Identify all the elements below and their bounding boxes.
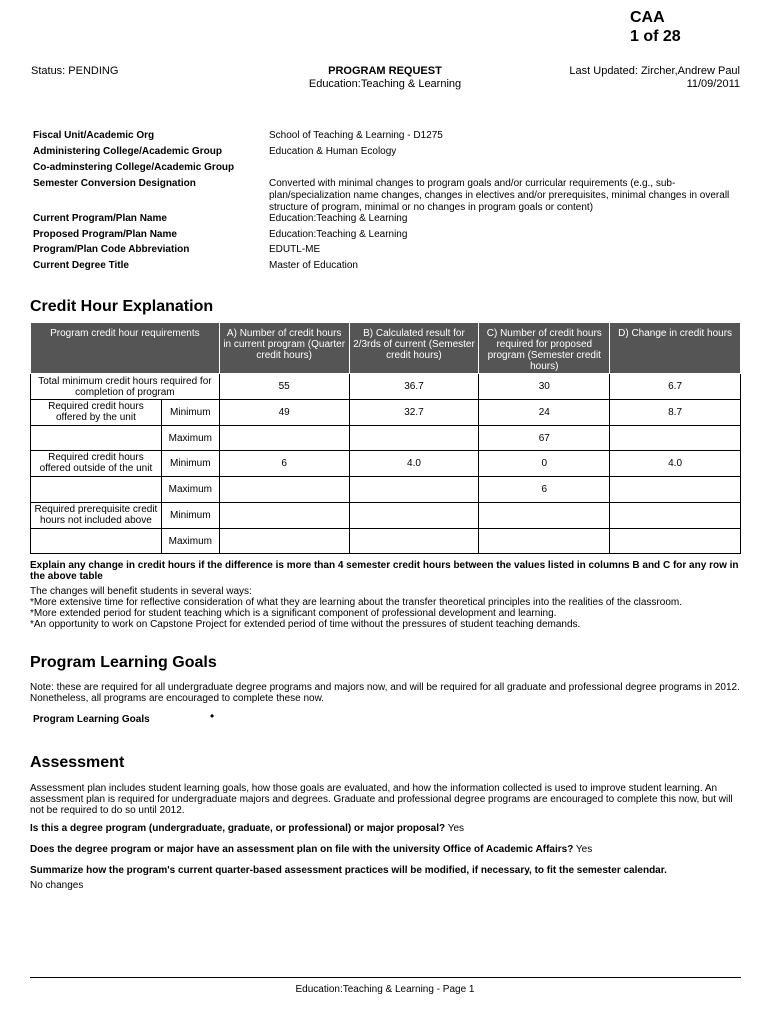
assessment-a1: Yes [447, 823, 465, 834]
row-label-prereq: Required prerequisite credit hours not included above [31, 503, 162, 529]
footer-text: Education:Teaching & Learning - Page 1 [295, 984, 475, 995]
info-value-admin-college: Education & Human Ecology [269, 146, 397, 157]
cell-total-a: 55 [219, 374, 349, 400]
cell-outside-min-label: Minimum [161, 451, 219, 477]
header-col-b: B) Calculated result for 2/3rds of current (Semester credit hours) [349, 323, 479, 374]
row-label-unit: Required credit hours offered by the unit [31, 400, 162, 426]
cell-prereq-min-a [219, 503, 349, 529]
assessment-a2: Yes [575, 844, 593, 855]
page-title: PROGRAM REQUEST [328, 65, 442, 77]
assessment-intro: Assessment plan includes student learning goals, how those goals are evaluated, and how the information collected is used to improve student learning. An assessment plan is required for undergraduate majors and degrees. Graduate and professional degree programs are encouraged to complete this now, but will not be required to do so until 2012. [30, 783, 733, 816]
goals-bullet: • [210, 709, 215, 723]
info-value-current-plan: Education:Teaching & Learning [269, 213, 408, 224]
cell-unit-max-a [219, 426, 349, 451]
info-value-fiscal-unit: School of Teaching & Learning - D1275 [269, 130, 443, 141]
page-count: 1 of 28 [630, 28, 681, 45]
goals-section-title: Program Learning Goals [30, 654, 217, 671]
cell-outside-max-b [349, 477, 479, 503]
cell-prereq-min-c [479, 503, 610, 529]
status-text: Status: PENDING [31, 65, 119, 77]
cell-prereq-max-label: Maximum [161, 529, 219, 554]
goals-label: Program Learning Goals [33, 714, 150, 725]
cell-outside-min-b: 4.0 [349, 451, 479, 477]
cell-total-c: 30 [479, 374, 610, 400]
cell-unit-max-label: Maximum [161, 426, 219, 451]
cell-prereq-max-d [610, 529, 741, 554]
table-row [31, 529, 741, 554]
explain-question: Explain any change in credit hours if the difference is more than 4 semester credit hours between the values listed in columns B and C for any row in the above table [30, 560, 739, 582]
explain-answer [30, 586, 742, 630]
cell-unit-max-b [349, 426, 479, 451]
cell-prereq-max-c [479, 529, 610, 554]
credit-section-title: Credit Hour Explanation [30, 298, 214, 315]
cell-prereq-max-a [219, 529, 349, 554]
cell-outside-max-c: 6 [479, 477, 610, 503]
last-updated-date: 11/09/2011 [686, 78, 740, 90]
info-label-admin-college: Administering College/Academic Group [33, 146, 222, 157]
footer-divider [30, 977, 741, 978]
cell-prereq-min-d [610, 503, 741, 529]
table-row [31, 426, 741, 451]
info-value-degree-title: Master of Education [269, 260, 358, 271]
caa-title: CAA [630, 9, 665, 26]
table-row [31, 400, 741, 426]
cell-unit-min-label: Minimum [161, 400, 219, 426]
header-col-a: A) Number of credit hours in current program (Quarter credit hours) [219, 323, 349, 374]
header-requirements: Program credit hour requirements [31, 323, 220, 374]
cell-total-d: 6.7 [610, 374, 741, 400]
assessment-q1-line [30, 823, 742, 834]
cell-outside-min-d: 4.0 [610, 451, 741, 477]
assessment-q2: Does the degree program or major have an assessment plan on file with the university Office of Academic Affairs? [30, 844, 574, 855]
cell-outside-min-c: 0 [479, 451, 610, 477]
row-label-outside: Required credit hours offered outside of the unit [31, 451, 162, 477]
table-row [31, 477, 741, 503]
cell-outside-max-a [219, 477, 349, 503]
cell-prereq-min-label: Minimum [161, 503, 219, 529]
assessment-a3: No changes [30, 880, 84, 891]
cell-unit-min-c: 24 [479, 400, 610, 426]
assessment-q3: Summarize how the program's current quarter-based assessment practices will be modified, if necessary, to fit the semester calendar. [30, 865, 667, 876]
page-title-block [285, 65, 485, 91]
info-label-current-plan: Current Program/Plan Name [33, 213, 167, 224]
info-value-proposed-plan: Education:Teaching & Learning [269, 229, 408, 240]
assessment-section-title: Assessment [30, 754, 125, 771]
info-label-degree-title: Current Degree Title [33, 260, 129, 271]
goals-note: Note: these are required for all undergraduate degree programs and majors now, and will be required for all graduate and professional degree programs in 2012. Nonetheless, all programs are encouraged to complete these now. [30, 682, 740, 704]
explain-line: *More extended period for student teaching which is a significant component of professional development and learning. [30, 608, 557, 619]
explain-line: *An opportunity to work on Capstone Project for extended period of time without the pressures of student teaching demands. [30, 619, 581, 630]
info-value-conversion: Converted with minimal changes to program goals and/or curricular requirements (e.g., sub-plan/specialization name changes, changes in electives and/or prerequisites, minimal changes in overall structure of program, minimal or no changes in program goals or content) [269, 178, 730, 213]
info-label-conversion: Semester Conversion Designation [33, 178, 196, 189]
cell-outside-max-d [610, 477, 741, 503]
table-row [31, 503, 741, 529]
table-row [31, 374, 741, 400]
info-label-co-admin-college: Co-adminstering College/Academic Group [33, 162, 235, 173]
caa-label [630, 8, 681, 46]
header-col-d: D) Change in credit hours [610, 323, 741, 374]
info-label-fiscal-unit: Fiscal Unit/Academic Org [33, 130, 155, 141]
cell-prereq-max-b [349, 529, 479, 554]
cell-unit-max-c: 67 [479, 426, 610, 451]
cell-unit-min-d: 8.7 [610, 400, 741, 426]
header-col-c: C) Number of credit hours required for proposed program (Semester credit hours) [479, 323, 610, 374]
explain-line: *More extensive time for reflective consideration of what they are learning about the transfer theoretical principles into the realities of the classroom. [30, 597, 682, 608]
cell-total-b: 36.7 [349, 374, 479, 400]
explain-line: The changes will benefit students in several ways: [30, 586, 252, 597]
info-label-proposed-plan: Proposed Program/Plan Name [33, 229, 177, 240]
last-updated-block [569, 65, 740, 91]
cell-outside-max-label: Maximum [161, 477, 219, 503]
cell-outside-min-a: 6 [219, 451, 349, 477]
cell-prereq-min-b [349, 503, 479, 529]
cell-unit-max-d [610, 426, 741, 451]
table-header-row [31, 323, 741, 374]
info-label-plan-code: Program/Plan Code Abbreviation [33, 244, 190, 255]
row-label-total: Total minimum credit hours required for completion of program [31, 374, 220, 400]
assessment-q1: Is this a degree program (undergraduate, graduate, or professional) or major proposal? [30, 823, 446, 834]
last-updated: Last Updated: Zircher,Andrew Paul [569, 65, 740, 77]
cell-unit-min-a: 49 [219, 400, 349, 426]
page-subtitle: Education:Teaching & Learning [308, 78, 462, 90]
info-value-plan-code: EDUTL-ME [269, 244, 321, 255]
table-row [31, 451, 741, 477]
credit-hour-table [30, 322, 741, 554]
assessment-q2-line [30, 844, 742, 855]
cell-unit-min-b: 32.7 [349, 400, 479, 426]
